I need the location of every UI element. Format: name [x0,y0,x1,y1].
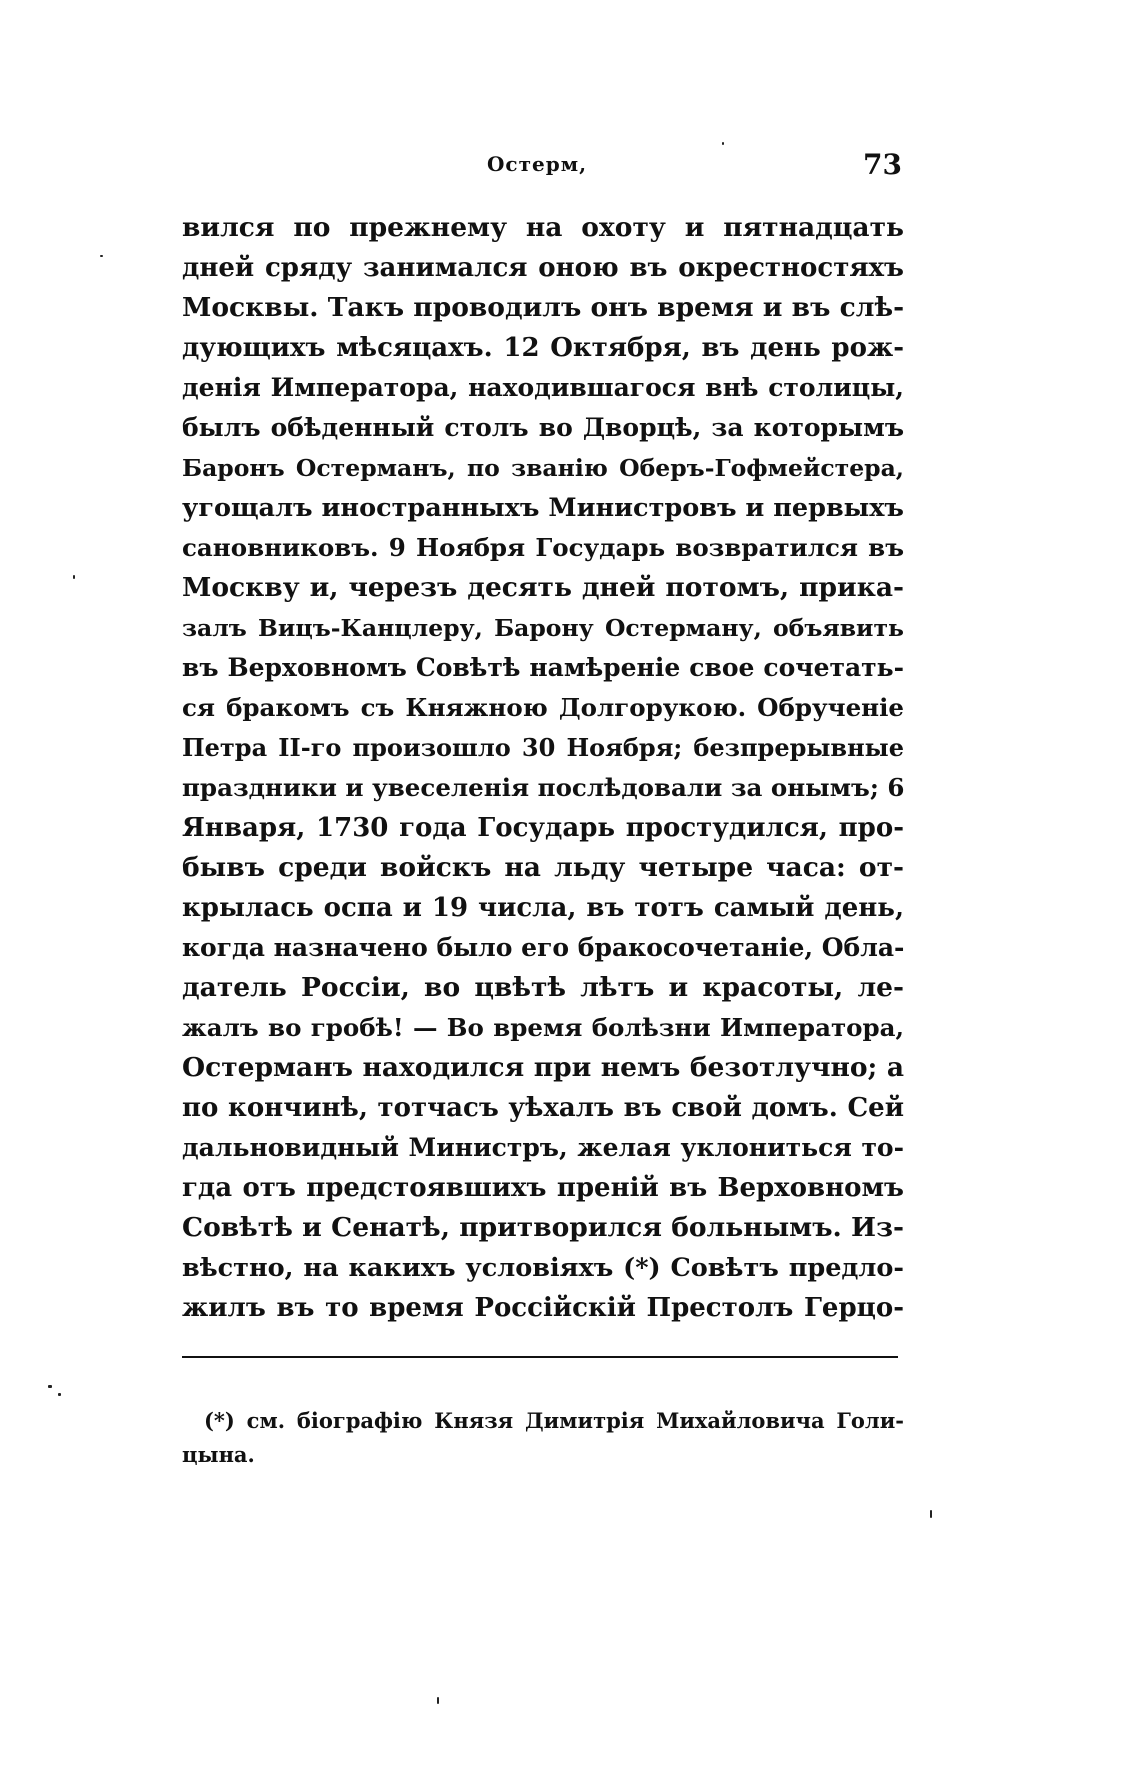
scan-speck [73,575,75,579]
text-line: вѣстно, на какихъ условіяхъ (*) Совѣтъ предло- [182,1253,904,1283]
scan-speck [437,1697,439,1704]
text-line: когда назначено было его бракосочетаніе, Обла- [182,933,905,962]
scan-speck [722,142,724,145]
text-line: угощалъ иностранныхъ Министровъ и первыхъ [182,493,904,523]
footnote-line: цына. [182,1442,255,1467]
text-line: ся бракомъ съ Княжною Долгорукою. Обрученіе [182,693,904,722]
text-line: Петра II-го произошло 30 Ноября; безпрерывные [182,733,904,762]
body-text [182,208,904,1328]
running-head [182,148,902,188]
footnote-line: (*) см. біографію Князя Димитрія Михайловича Голи- [204,1408,904,1433]
scan-speck [58,1393,61,1396]
text-line: дующихъ мѣсяцахъ. 12 Октября, въ день рож- [182,333,904,363]
text-line: былъ обѣденный столъ во Дворцѣ, за которымъ [182,413,904,442]
text-line: дальновидный Министръ, желая уклониться то- [182,1133,904,1162]
text-line: по кончинѣ, тотчасъ уѣхалъ въ свой домъ. Сей [182,1093,904,1123]
text-line: денія Императора, находившагося внѣ столицы, [182,373,904,402]
text-line: вился по прежнему на охоту и пятнадцать [182,212,904,243]
text-line: сановниковъ. 9 Ноября Государь возвратился въ [182,533,904,562]
scan-speck [930,1510,932,1518]
page-number: 73 [863,148,902,181]
text-line: залъ Вицъ-Канцлеру, Барону Остерману, объявить [182,614,904,642]
text-line: крылась оспа и 19 числа, въ тотъ самый день, [182,893,904,923]
text-line: Совѣтѣ и Сенатѣ, притворился больнымъ. Из- [182,1212,904,1243]
text-line: въ Верховномъ Совѣтѣ намѣреніе свое сочетать- [182,653,904,682]
text-line: жалъ во гробѣ! — Во время болѣзни Императора, [182,1013,904,1042]
text-line: датель Россіи, во цвѣтѣ лѣтъ и красоты, ле- [182,972,904,1003]
text-line: Москвы. Такъ проводилъ онъ время и въ слѣ- [182,292,905,323]
text-line: гда отъ предстоявшихъ преній въ Верховномъ [182,1173,904,1203]
text-line: бывъ среди войскъ на льду четыре часа: от- [182,852,904,883]
text-line: Баронъ Остерманъ, по званію Оберъ-Гофмейстера, [182,454,904,482]
text-line: Москву и, черезъ десять дней потомъ, прика- [182,572,904,603]
text-line: Остерманъ находился при немъ безотлучно; а [182,1052,904,1083]
footnote [182,1404,904,1472]
text-line: жилъ въ то время Россійскій Престолъ Герцо- [182,1293,904,1323]
running-head-title: Остерм, [487,152,588,176]
scan-speck [48,1385,52,1388]
footnote-rule [182,1356,898,1358]
text-line: дней сряду занимался оною въ окрестностяхъ [182,253,904,283]
text-line: Января, 1730 года Государь простудился, про- [182,813,904,843]
text-line: праздники и увеселенія послѣдовали за онымъ; 6 [182,773,905,802]
scan-speck [100,255,103,257]
